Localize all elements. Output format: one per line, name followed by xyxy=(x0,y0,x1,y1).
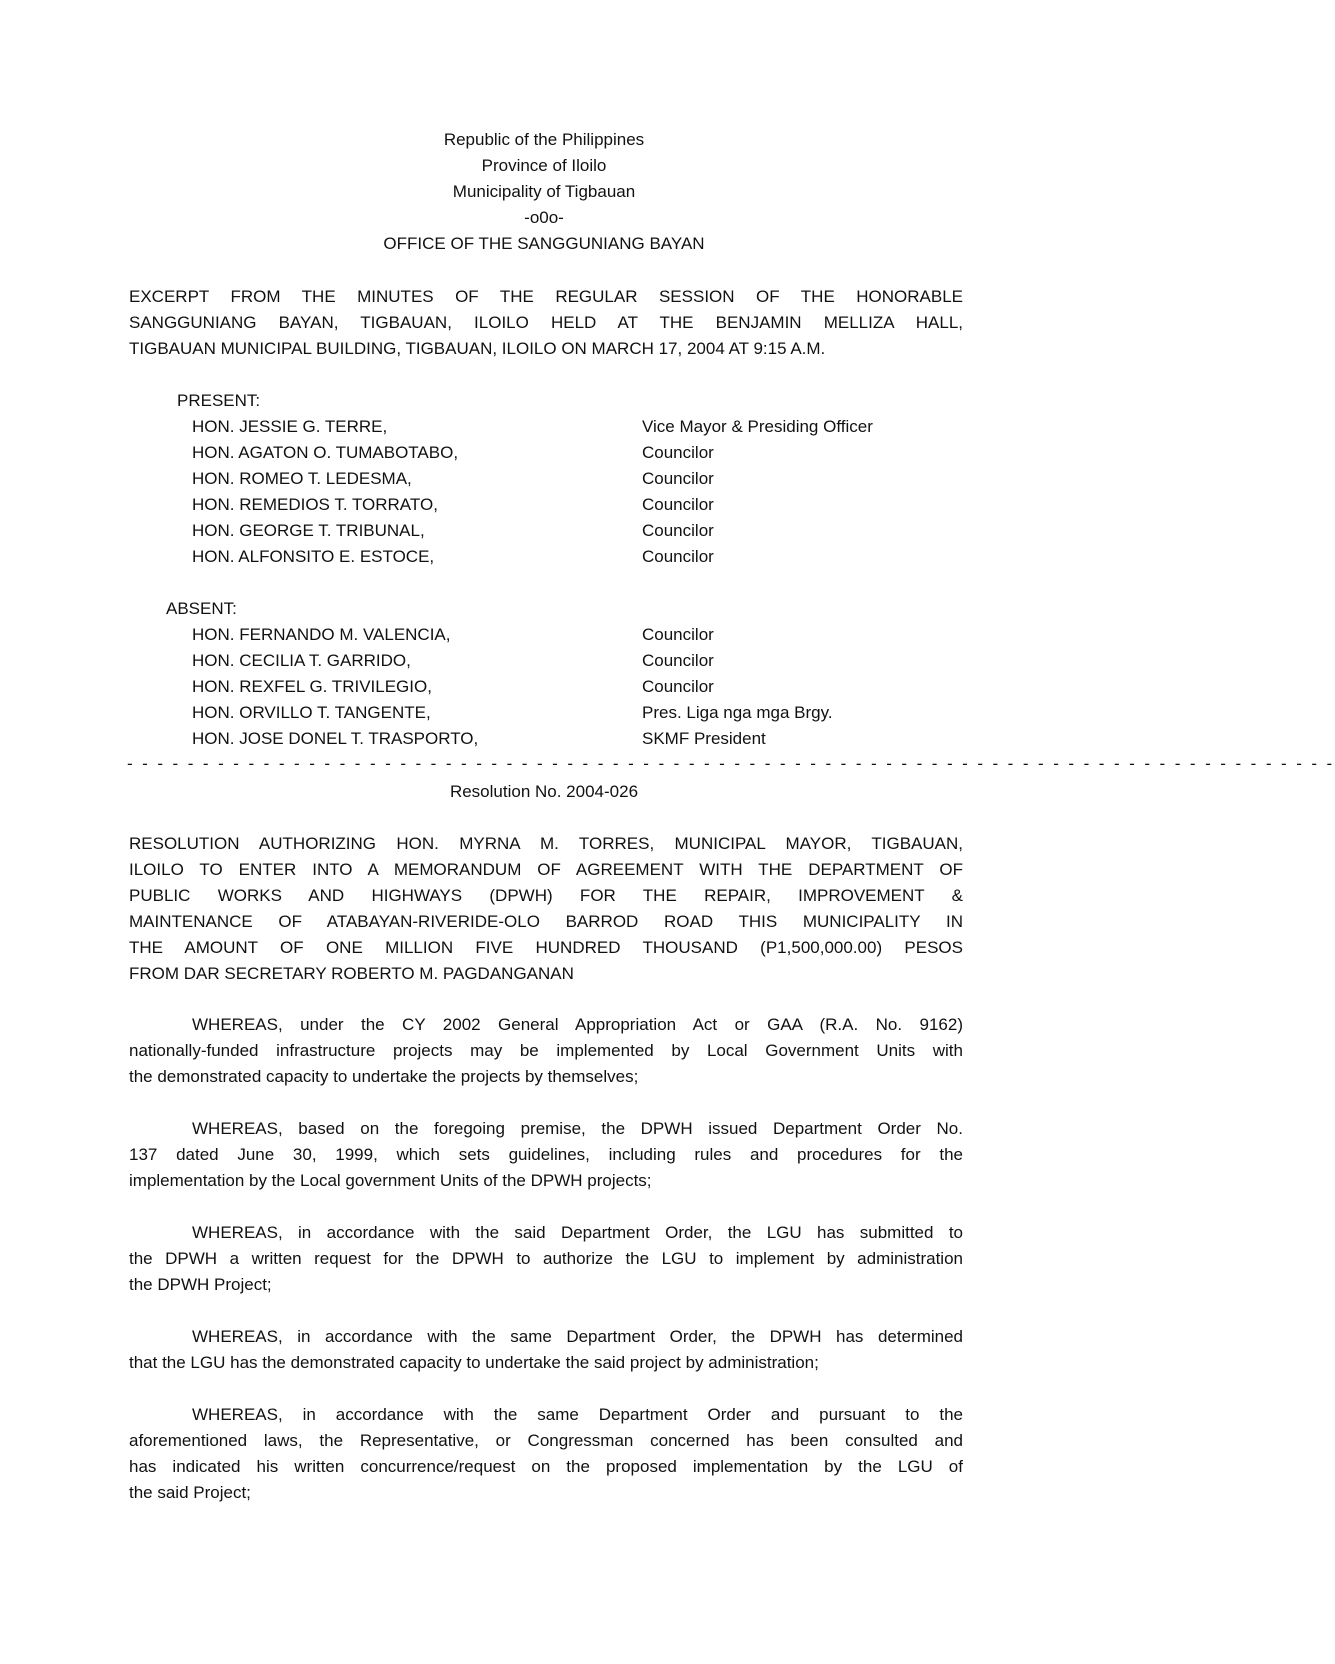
absentee-role: Pres. Liga nga mga Brgy. xyxy=(642,703,833,722)
header-ornament: -o0o- xyxy=(524,208,564,227)
absentee-role: Councilor xyxy=(642,677,714,696)
absentee-row xyxy=(192,726,972,752)
whereas-line: has indicated his written concurrence/request on the proposed implementation by the LGU of xyxy=(129,1457,963,1476)
excerpt-line: EXCERPT FROM THE MINUTES OF THE REGULAR SESSION OF THE HONORABLE xyxy=(129,287,963,306)
whereas-line: the DPWH a written request for the DPWH to authorize the LGU to implement by administration xyxy=(129,1249,963,1268)
absent-label: ABSENT: xyxy=(166,599,237,618)
resolution-title-line: PUBLIC WORKS AND HIGHWAYS (DPWH) FOR THE REPAIR, IMPROVEMENT & xyxy=(129,886,963,905)
resolution-title-line: THE AMOUNT OF ONE MILLION FIVE HUNDRED THOUSAND (P1,500,000.00) PESOS xyxy=(129,938,963,957)
attendee-role: Councilor xyxy=(642,495,714,514)
absentee-name: HON. CECILIA T. GARRIDO, xyxy=(192,651,411,670)
attendee-role: Councilor xyxy=(642,547,714,566)
excerpt-paragraph xyxy=(129,284,963,362)
resolution-title-line: RESOLUTION AUTHORIZING HON. MYRNA M. TORRES, MUNICIPAL MAYOR, TIGBAUAN, xyxy=(129,834,963,853)
absentee-name: HON. JOSE DONEL T. TRASPORTO, xyxy=(192,729,479,748)
whereas-line: nationally-funded infrastructure projects may be implemented by Local Government Units with xyxy=(129,1041,963,1060)
whereas-line: the said Project; xyxy=(129,1483,251,1502)
whereas-clause xyxy=(129,1116,963,1194)
whereas-line: WHEREAS, in accordance with the said Department Order, the LGU has submitted to xyxy=(192,1223,963,1242)
present-label: PRESENT: xyxy=(177,391,261,410)
header-municipality: Municipality of Tigbauan xyxy=(452,182,636,201)
attendee-role: Councilor xyxy=(642,521,714,540)
absentee-row xyxy=(192,700,972,726)
header-office: OFFICE OF THE SANGGUNIANG BAYAN xyxy=(383,234,705,253)
whereas-clause xyxy=(129,1324,963,1376)
absentee-role: Councilor xyxy=(642,651,714,670)
whereas-line: the DPWH Project; xyxy=(129,1275,272,1294)
attendee-role: Councilor xyxy=(642,469,714,488)
whereas-line: 137 dated June 30, 1999, which sets guidelines, including rules and procedures for the xyxy=(129,1145,963,1164)
attendee-name: HON. JESSIE G. TERRE, xyxy=(192,417,388,436)
attendee-role: Vice Mayor & Presiding Officer xyxy=(642,417,873,436)
absentee-role: Councilor xyxy=(642,625,714,644)
attendee-row xyxy=(192,414,972,440)
attendee-row xyxy=(192,440,972,466)
whereas-line: WHEREAS, under the CY 2002 General Appropriation Act or GAA (R.A. No. 9162) xyxy=(192,1015,963,1034)
resolution-title-line: ILOILO TO ENTER INTO A MEMORANDUM OF AGREEMENT WITH THE DEPARTMENT OF xyxy=(129,860,963,879)
resolution-title xyxy=(129,831,963,987)
whereas-line: WHEREAS, in accordance with the same Department Order and pursuant to the xyxy=(192,1405,963,1424)
attendee-name: HON. AGATON O. TUMABOTABO, xyxy=(192,443,459,462)
whereas-line: aforementioned laws, the Representative, or Congressman concerned has been consulted and xyxy=(129,1431,963,1450)
whereas-line: implementation by the Local government Units of the DPWH projects; xyxy=(129,1171,652,1190)
absentee-name: HON. ORVILLO T. TANGENTE, xyxy=(192,703,431,722)
whereas-clause xyxy=(129,1402,963,1506)
attendee-name: HON. ROMEO T. LEDESMA, xyxy=(192,469,412,488)
whereas-line: the demonstrated capacity to undertake the projects by themselves; xyxy=(129,1067,639,1086)
attendee-row xyxy=(192,544,972,570)
absentee-name: HON. REXFEL G. TRIVILEGIO, xyxy=(192,677,432,696)
excerpt-line: SANGGUNIANG BAYAN, TIGBAUAN, ILOILO HELD AT THE BENJAMIN MELLIZA HALL, xyxy=(129,313,963,332)
attendee-row xyxy=(192,466,972,492)
whereas-clause xyxy=(129,1012,963,1090)
header-province: Province of Iloilo xyxy=(481,156,607,175)
attendee-name: HON. REMEDIOS T. TORRATO, xyxy=(192,495,438,514)
absentee-name: HON. FERNANDO M. VALENCIA, xyxy=(192,625,451,644)
excerpt-line: TIGBAUAN MUNICIPAL BUILDING, TIGBAUAN, ILOILO ON MARCH 17, 2004 AT 9:15 A.M. xyxy=(129,339,826,358)
whereas-line: that the LGU has the demonstrated capacity to undertake the said project by administration; xyxy=(129,1353,819,1372)
absentee-row xyxy=(192,674,972,700)
dashed-separator: - - - - - - - - - - - - - - - - - - - - - - - - - - - - - - - - - - - - - - - - - - - - - - - - - - - - - - - - - - - - - - - - - - - - - - - - - - - - - - - - xyxy=(127,754,1335,773)
whereas-clause xyxy=(129,1220,963,1298)
absentee-role: SKMF President xyxy=(642,729,766,748)
absentee-row xyxy=(192,648,972,674)
resolution-title-line: MAINTENANCE OF ATABAYAN-RIVERIDE-OLO BARROD ROAD THIS MUNICIPALITY IN xyxy=(129,912,963,931)
whereas-line: WHEREAS, based on the foregoing premise, the DPWH issued Department Order No. xyxy=(192,1119,963,1138)
attendee-row xyxy=(192,518,972,544)
attendee-role: Councilor xyxy=(642,443,714,462)
attendee-name: HON. ALFONSITO E. ESTOCE, xyxy=(192,547,435,566)
whereas-line: WHEREAS, in accordance with the same Department Order, the DPWH has determined xyxy=(192,1327,963,1346)
attendee-row xyxy=(192,492,972,518)
absentee-row xyxy=(192,622,972,648)
header-republic: Republic of the Philippines xyxy=(443,130,645,149)
resolution-number: Resolution No. 2004-026 xyxy=(449,782,639,801)
resolution-title-line: FROM DAR SECRETARY ROBERTO M. PAGDANGANAN xyxy=(129,964,574,983)
attendee-name: HON. GEORGE T. TRIBUNAL, xyxy=(192,521,425,540)
